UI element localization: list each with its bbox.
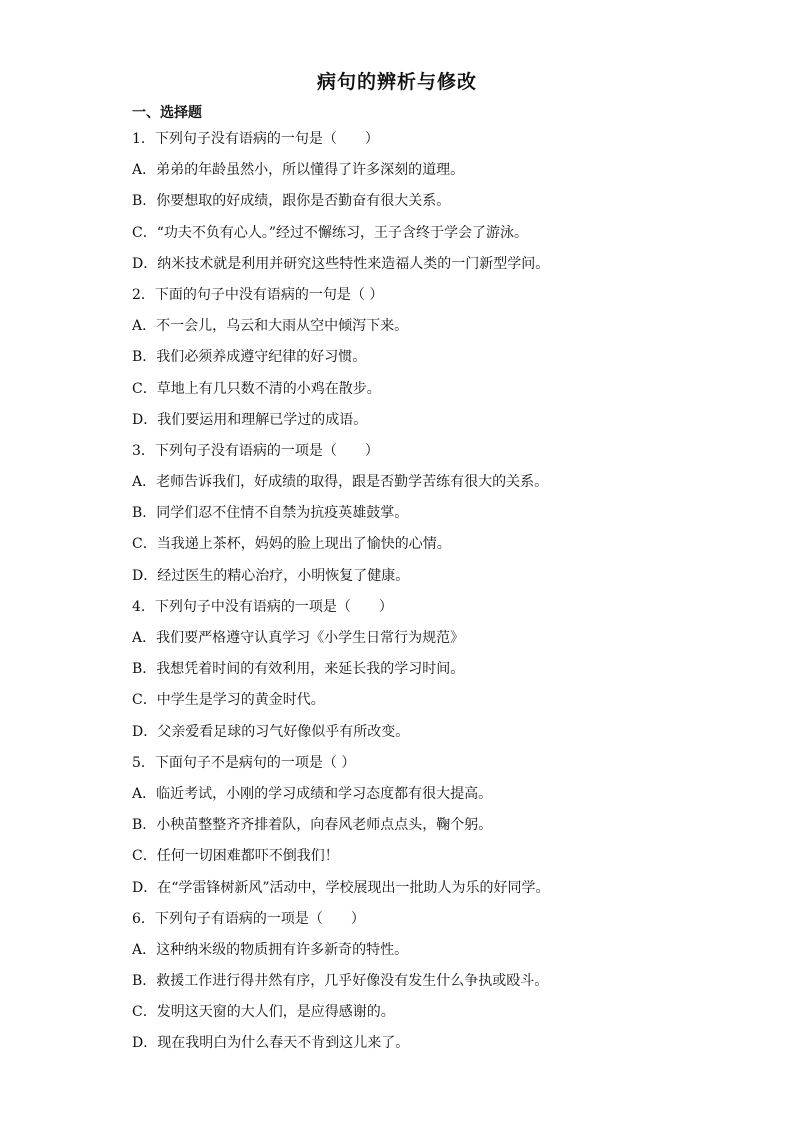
document-title: 病句的辨析与修改: [316, 71, 477, 93]
question-option: A．不一会儿，乌云和大雨从空中倾泻下来。: [132, 318, 409, 335]
question-option: D．父亲爱看足球的习气好像似乎有所改变。: [132, 723, 410, 740]
question-option: B．我想凭着时间的有效利用，来延长我的学习时间。: [132, 661, 465, 678]
question-option: D．经过医生的精心治疗，小明恢复了健康。: [132, 567, 410, 584]
question-option: A．我们要严格遵守认真学习《小学生日常行为规范》: [132, 630, 465, 646]
question-option: C．发明这天窗的大人们，是应得感谢的。: [132, 1004, 395, 1021]
question-stem: 6．下列句子有语病的一项是（ ）: [132, 910, 365, 927]
question-option: C．“功夫不负有心人。”经过不懈练习，王子含终于学会了游泳。: [132, 224, 529, 241]
question-option: A．临近考试，小刚的学习成绩和学习态度都有很大提高。: [132, 785, 493, 802]
question-option: B．救援工作进行得井然有序，几乎好像没有发生什么争执或殴斗。: [132, 973, 549, 990]
question-option: C．草地上有几只数不清的小鸡在散步。: [132, 380, 381, 397]
question-option: B．小秧苗整整齐齐排着队，向春风老师点点头，鞠个躬。: [132, 817, 493, 834]
question-option: C．任何一切困难都吓不倒我们！: [132, 848, 339, 865]
question-option: A．弟弟的年龄虽然小，所以懂得了许多深刻的道理。: [132, 162, 465, 179]
question-option: D．我们要运用和理解已学过的成语。: [132, 411, 368, 428]
question-option: C．中学生是学习的黄金时代。: [132, 692, 325, 709]
question-option: D．现在我明白为什么春天不肯到这儿来了。: [132, 1035, 410, 1052]
question-list: [132, 127, 692, 1063]
question-stem: 4．下列句子中没有语病的一项是（ ）: [132, 598, 393, 615]
question-option: C．当我递上茶杯，妈妈的脸上现出了愉快的心情。: [132, 536, 451, 553]
question-option: D．在“学雷锋树新风”活动中，学校展现出一批助人为乐的好同学。: [132, 879, 550, 896]
question-option: A．这种纳米级的物质拥有许多新奇的特性。: [132, 941, 409, 958]
question-option: D．纳米技术就是利用并研究这些特性来造福人类的一门新型学问。: [132, 255, 550, 272]
question-stem: 1．下列句子没有语病的一句是（ ）: [132, 131, 379, 147]
question-stem: 2．下面的句子中没有语病的一句是（ ）: [132, 286, 384, 303]
question-stem: 3．下列句子没有语病的一项是（ ）: [132, 442, 379, 459]
question-option: B．我们必须养成遵守纪律的好习惯。: [132, 349, 367, 366]
question-stem: 5．下面句子不是病句的一项是（ ）: [132, 754, 356, 771]
question-option: B．你要想取的好成绩，跟你是否勤奋有很大关系。: [132, 193, 451, 210]
section-heading: 一、选择题: [132, 105, 202, 121]
question-option: A．老师告诉我们，好成绩的取得，跟是否勤学苦练有很大的关系。: [132, 474, 549, 491]
question-option: B．同学们忍不住情不自禁为抗疫英雄鼓掌。: [132, 505, 409, 522]
